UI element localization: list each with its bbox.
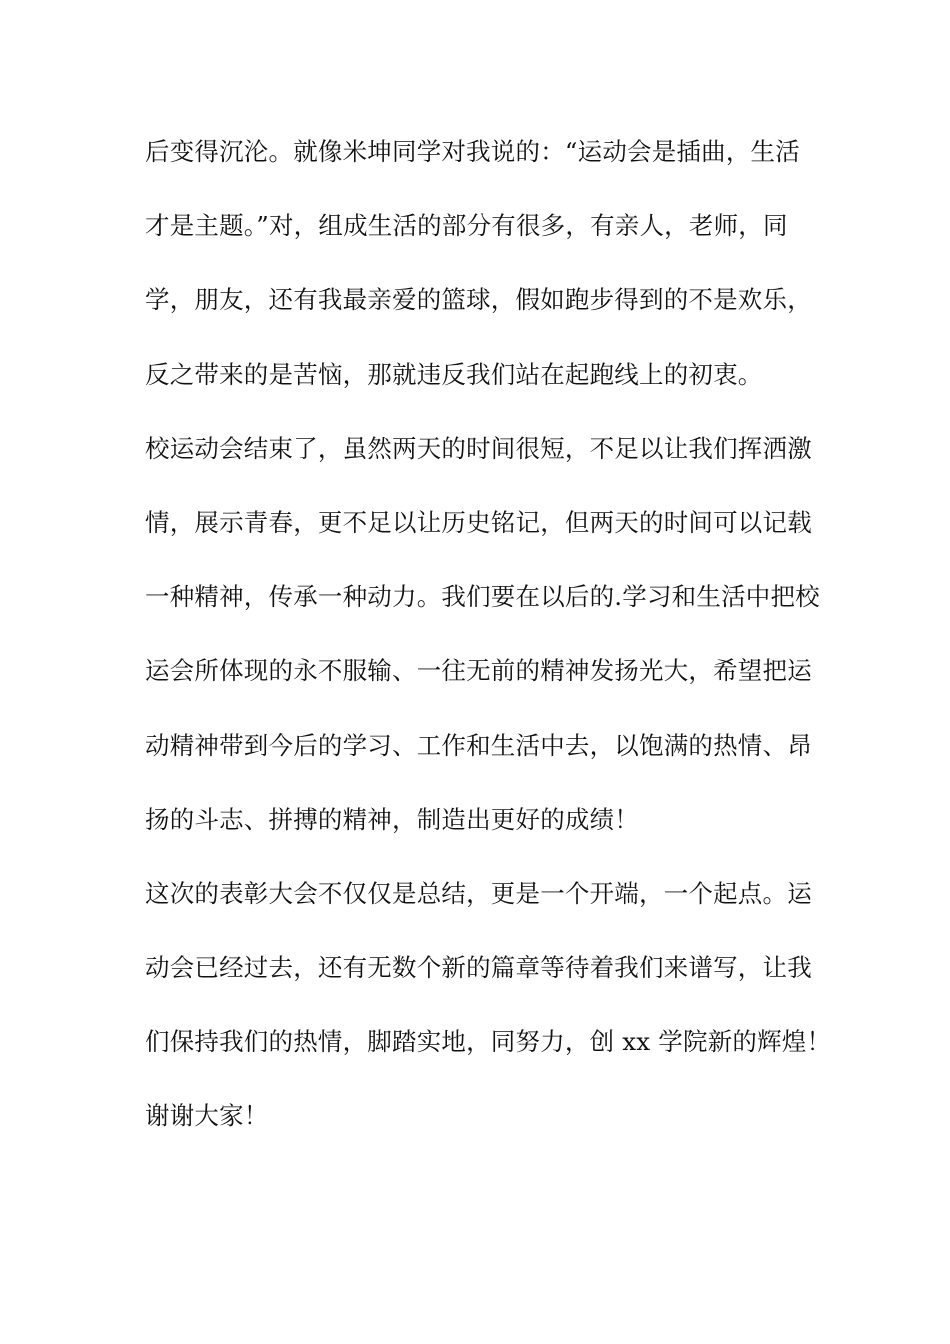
text-line: 才是主题。”对，组成生活的部分有很多，有亲人，老师，同 [145,211,788,241]
text-line: 扬的斗志、拼搏的精神，制造出更好的成绩！ [145,804,639,834]
text-line: 一种精神，传承一种动力。我们要在以后的.学习和生活中把校 [145,582,820,612]
text-line: 动会已经过去，还有无数个新的篇章等待着我们来谱写，让我 [145,953,812,983]
text-line: 学，朋友，还有我最亲爱的篮球，假如跑步得到的不是欢乐， [145,285,812,315]
text-line: 情，展示青春，更不足以让历史铭记，但两天的时间可以记载 [145,507,812,537]
text-line: 运会所体现的永不服输、一往无前的精神发扬光大，希望把运 [145,656,812,686]
text-line: 校运动会结束了，虽然两天的时间很短，不足以让我们挥洒激 [145,433,812,463]
text-line: 谢谢大家！ [145,1101,269,1131]
text-line: 反之带来的是苦恼，那就违反我们站在起跑线上的初衷。 [145,359,763,389]
text-line: 后变得沉沦。就像米坤同学对我说的：“运动会是插曲，生活 [145,137,800,166]
document-body [145,126,832,1165]
text-line: 这次的表彰大会不仅仅是总结，更是一个开端，一个起点。运 [145,878,812,908]
text-line: 动精神带到今后的学习、工作和生活中去，以饱满的热情、昂 [145,730,812,760]
text-line: 们保持我们的热情，脚踏实地，同努力，创 xx 学院新的辉煌！ [145,1027,832,1057]
